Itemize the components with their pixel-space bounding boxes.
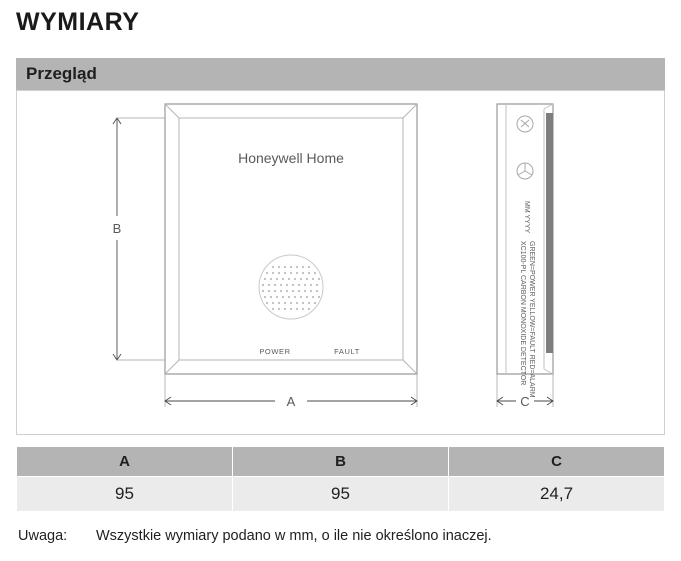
table-header-b: B [233, 447, 449, 477]
table-cell-a: 95 [17, 477, 233, 512]
fault-label: FAULT [334, 347, 360, 356]
table-cell-c: 24,7 [449, 477, 665, 512]
side-product-line-2: GREEN=POWER YELLOW=FAULT RED=ALARM [528, 241, 535, 398]
dimension-c-label: C [520, 394, 530, 409]
table-header-row [17, 447, 665, 477]
dimensions-table [16, 446, 665, 512]
dimension-a-label: A [286, 394, 296, 409]
figure-container [16, 90, 665, 435]
side-dark-strip [546, 113, 553, 353]
page-title: WYMIARY [16, 8, 140, 36]
device-dimension-diagram [17, 91, 664, 434]
note [18, 528, 492, 544]
dimension-a [165, 374, 417, 409]
note-text: Wszystkie wymiary podano w mm, o ile nie określono inaczej. [96, 528, 492, 544]
table-header-c: C [449, 447, 665, 477]
dimension-b-label: B [112, 221, 122, 236]
dimension-b [113, 118, 165, 360]
table-header-a: A [17, 447, 233, 477]
section-header-overview [16, 58, 665, 90]
side-date-code: MM YYYY [523, 201, 530, 234]
note-label: Uwaga: [18, 528, 68, 544]
table-row [17, 477, 665, 512]
brand-label: Honeywell Home [238, 150, 344, 166]
table-cell-b: 95 [233, 477, 449, 512]
section-header-label: Przegląd [26, 64, 97, 83]
power-label: POWER [259, 347, 291, 356]
side-product-line-1: XC100-PL CARBON MONOXIDE DETECTOR [519, 241, 526, 386]
